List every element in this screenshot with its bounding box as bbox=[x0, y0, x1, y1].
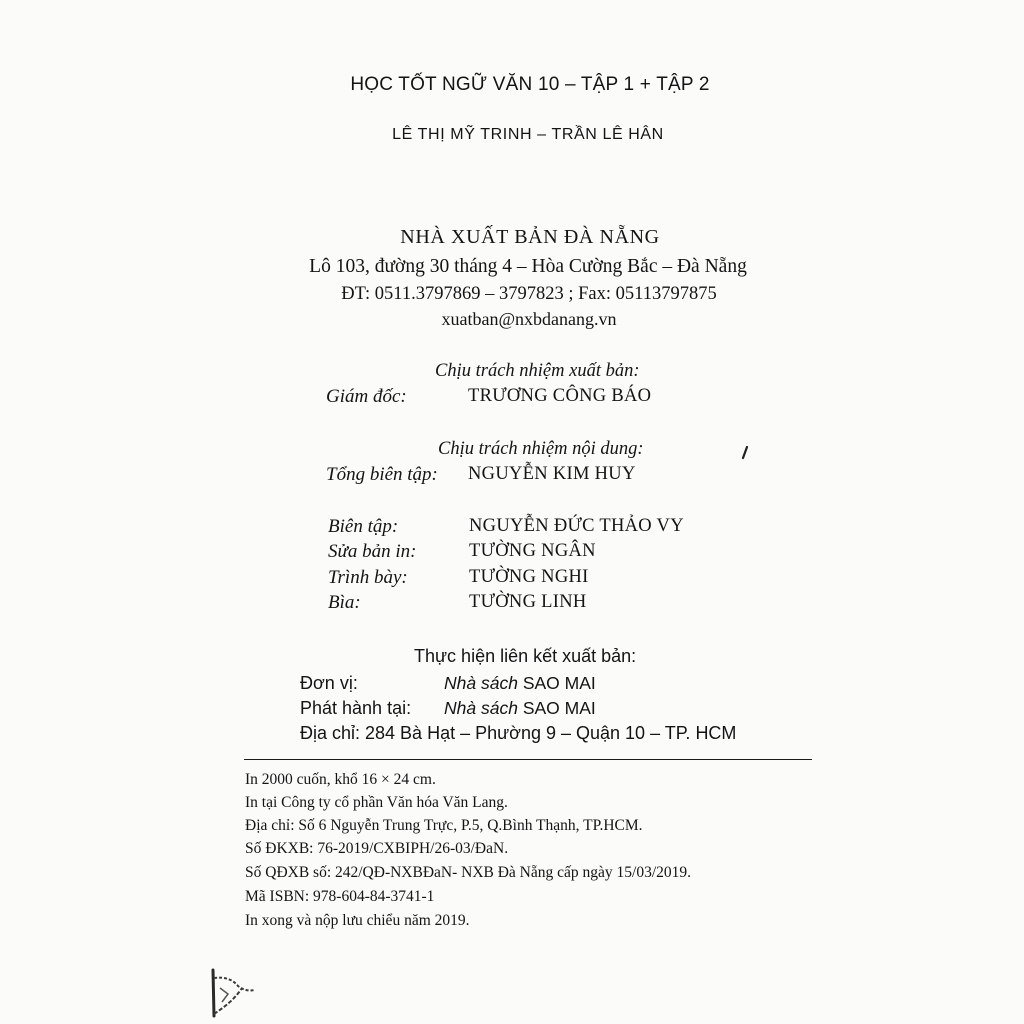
colophon-line: Số QĐXB số: 242/QĐ-NXBĐaN- NXB Đà Nẵng cấp ngày 15/03/2019. bbox=[245, 864, 692, 881]
unit-prefix: Nhà sách bbox=[444, 673, 518, 693]
publisher-address: Lô 103, đường 30 tháng 4 – Hòa Cường Bắc – Đà Nẵng bbox=[309, 256, 747, 277]
distribution-prefix: Nhà sách bbox=[444, 698, 518, 718]
distribution-label: Phát hành tại: bbox=[300, 698, 412, 718]
staff-label: Trình bày: bbox=[328, 567, 408, 588]
chief-editor-label: Tổng biên tập: bbox=[326, 464, 438, 485]
colophon-line: In tại Công ty cổ phần Văn hóa Văn Lang. bbox=[245, 794, 508, 811]
distribution-name: SAO MAI bbox=[522, 698, 596, 718]
content-responsibility-heading: Chịu trách nhiệm nội dung: bbox=[438, 439, 644, 459]
staff-name: NGUYỄN ĐỨC THẢO VY bbox=[469, 516, 684, 536]
staff-name: TƯỜNG NGÂN bbox=[469, 541, 596, 561]
unit-label: Đơn vị: bbox=[300, 673, 358, 693]
unit-value bbox=[444, 673, 596, 694]
ink-mark-icon bbox=[740, 446, 750, 460]
director-name: TRƯƠNG CÔNG BÁO bbox=[468, 386, 652, 406]
director-label: Giám đốc: bbox=[326, 386, 407, 407]
publishing-responsibility-heading: Chịu trách nhiệm xuất bản: bbox=[435, 361, 640, 381]
chief-editor-name: NGUYỄN KIM HUY bbox=[468, 464, 636, 484]
colophon-line: Mã ISBN: 978-604-84-3741-1 bbox=[245, 888, 435, 905]
colophon-line: Số ĐKXB: 76-2019/CXBIPH/26-03/ĐaN. bbox=[245, 840, 509, 857]
publisher-name: NHÀ XUẤT BẢN ĐÀ NẴNG bbox=[400, 226, 660, 248]
staff-name: TƯỜNG NGHI bbox=[469, 567, 589, 587]
corner-printer-mark-icon bbox=[208, 966, 260, 1020]
staff-label: Bìa: bbox=[328, 592, 361, 613]
staff-label: Biên tập: bbox=[328, 516, 399, 537]
distribution-value bbox=[444, 698, 596, 719]
partner-heading: Thực hiện liên kết xuất bản: bbox=[414, 646, 637, 666]
book-title: HỌC TỐT NGỮ VĂN 10 – TẬP 1 + TẬP 2 bbox=[350, 74, 710, 95]
colophon-line: Địa chỉ: Số 6 Nguyễn Trung Trực, P.5, Q.Bình Thạnh, TP.HCM. bbox=[245, 817, 643, 834]
section-divider bbox=[244, 759, 812, 760]
book-authors: LÊ THỊ MỸ TRINH – TRẦN LÊ HÂN bbox=[392, 126, 664, 143]
partner-address: Địa chỉ: 284 Bà Hạt – Phường 9 – Quận 10 – TP. HCM bbox=[300, 723, 737, 743]
staff-name: TƯỜNG LINH bbox=[469, 592, 587, 612]
colophon-line: In 2000 cuốn, khổ 16 × 24 cm. bbox=[245, 771, 436, 788]
publisher-email: xuatban@nxbdanang.vn bbox=[441, 309, 617, 329]
unit-name: SAO MAI bbox=[522, 673, 596, 693]
publisher-phone: ĐT: 0511.3797869 – 3797823 ; Fax: 05113797875 bbox=[341, 284, 717, 304]
staff-label: Sửa bản in: bbox=[328, 541, 417, 562]
colophon-line: In xong và nộp lưu chiểu năm 2019. bbox=[245, 912, 470, 929]
